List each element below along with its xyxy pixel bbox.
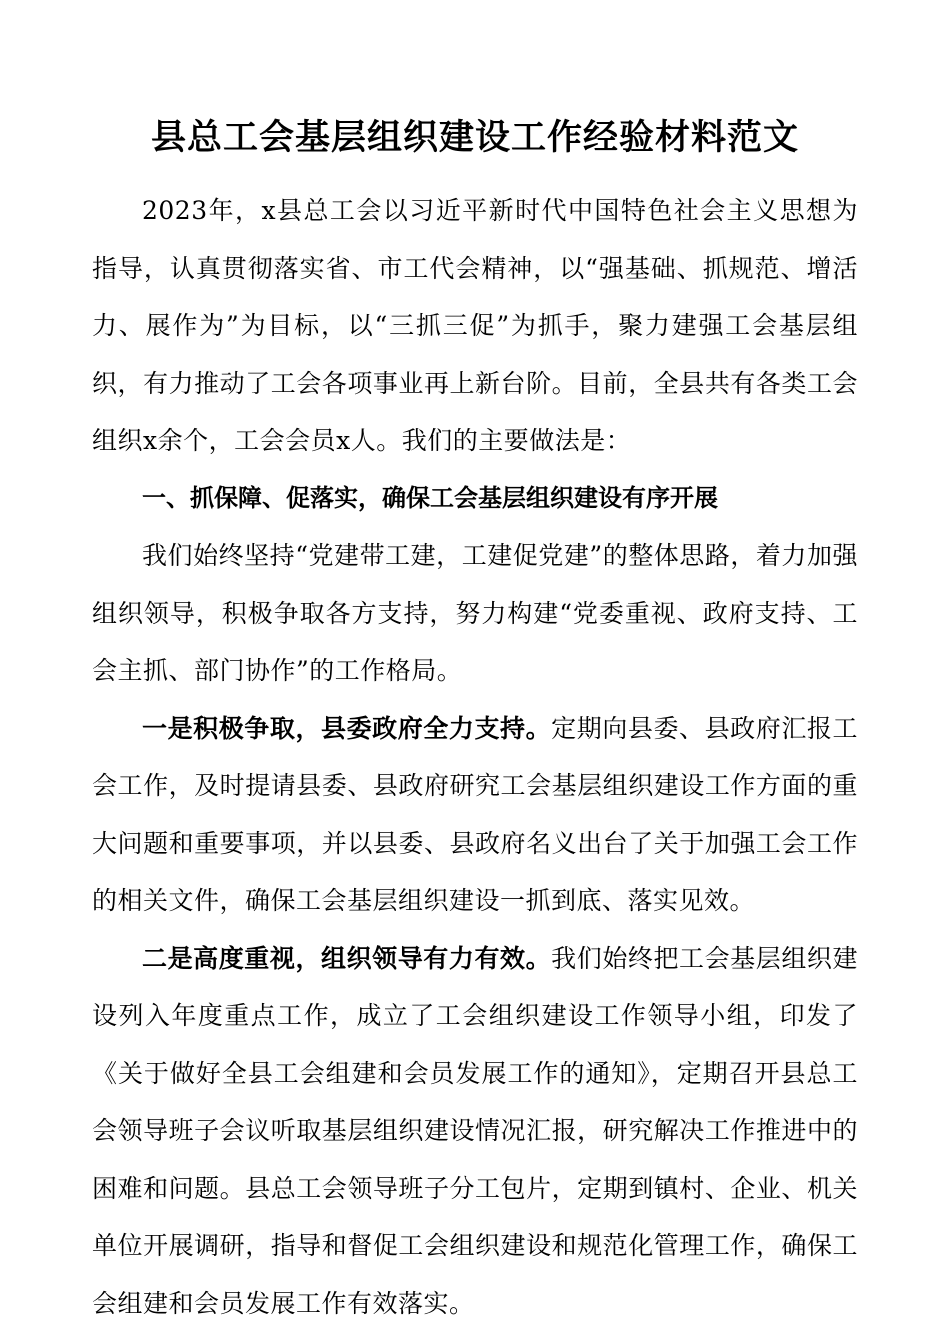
- document-title: 县总工会基层组织建设工作经验材料范文: [150, 118, 799, 158]
- point-2-lead: 二是高度重视，组织领导有力有效。: [142, 943, 552, 973]
- section-1-paragraph: 我们始终坚持“党建带工建，工建促党建”的整体思路，着力加强组织领导，积极争取各方支持，努力构建“党委重视、政府支持、工会主抓、部门协作”的工作格局。: [92, 541, 858, 685]
- section-heading-1: 一、抓保障、促落实，确保工会基层组织建设有序开展: [142, 483, 718, 512]
- intro-paragraph: 2023年，x县总工会以习近平新时代中国特色社会主义思想为指导，认真贯彻落实省、市工代会精神，以“强基础、抓规范、增活力、展作为”为目标，以“三抓三促”为抓手，聚力建强工会基层组织，有力推动了工会各项事业再上新台阶。目前，全县共有各类工会组织x余个，工会会员x人。我们的主要做法是：: [92, 196, 858, 455]
- point-1-lead: 一是积极争取，县委政府全力支持。: [142, 713, 552, 743]
- point-1-paragraph: [92, 700, 858, 930]
- point-2-body: 我们始终把工会基层组织建设列入年度重点工作，成立了工会组织建设工作领导小组，印发了《关于做好全县工会组建和会员发展工作的通知》，定期召开县总工会领导班子会议听取基层组织建设情况汇报，研究解决工作推进中的困难和问题。县总工会领导班子分工包片，定期到镇村、企业、机关单位开展调研，指导和督促工会组织建设和规范化管理工作，确保工会组建和会员发展工作有效落实。: [92, 943, 858, 1318]
- point-2-paragraph: [92, 930, 858, 1333]
- point-1-body: 定期向县委、县政府汇报工会工作，及时提请县委、县政府研究工会基层组织建设工作方面的重大问题和重要事项，并以县委、县政府名义出台了关于加强工会工作的相关文件，确保工会基层组织建设一抓到底、落实见效。: [92, 713, 858, 915]
